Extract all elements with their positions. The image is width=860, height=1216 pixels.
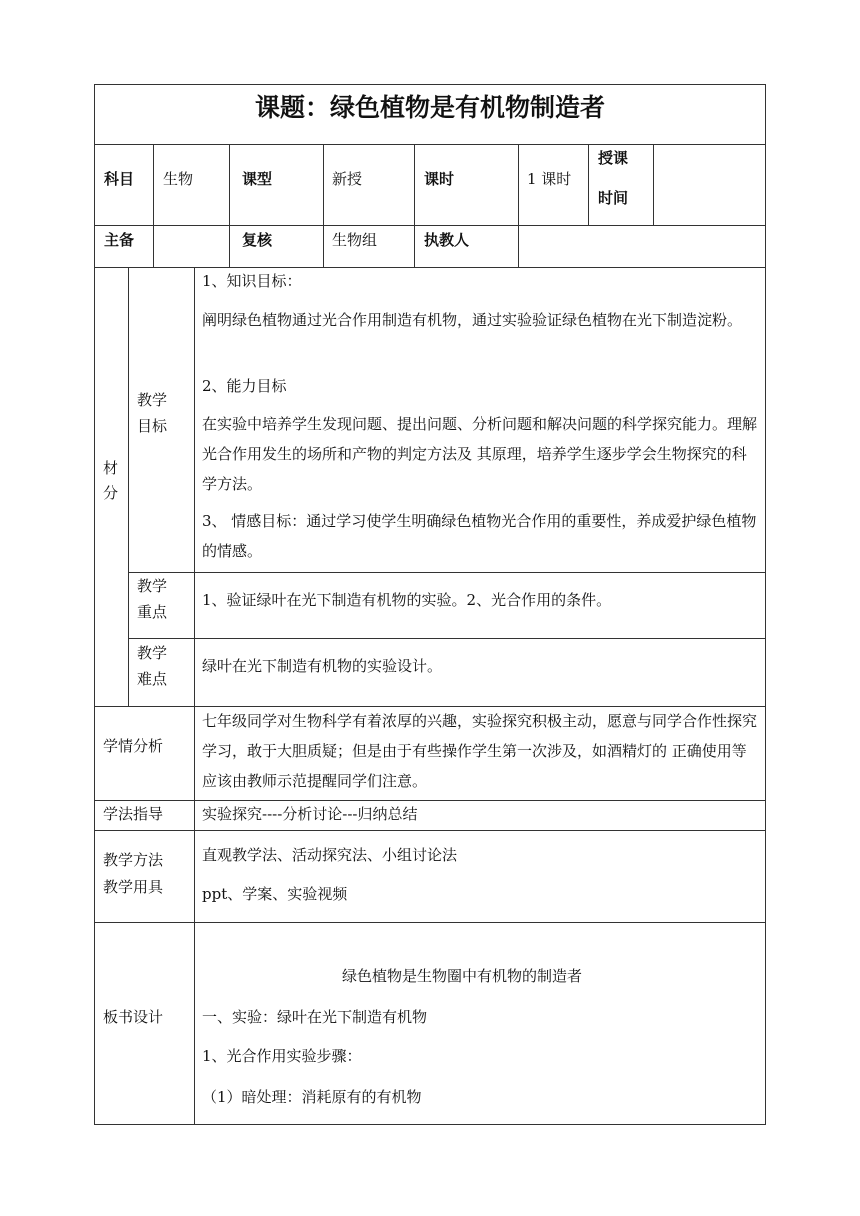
subject-label: 科目 xyxy=(104,170,135,188)
table-border xyxy=(765,84,766,1125)
knowledge-goal-text: 阐明绿色植物通过光合作用制造有机物，通过实验验证绿色植物在光下制造淀粉。 xyxy=(202,311,743,329)
table-rule xyxy=(128,638,766,639)
table-rule xyxy=(588,144,589,226)
lesson-hours-value: 1 课时 xyxy=(527,170,572,188)
teaching-tools-label: 教学用具 xyxy=(103,878,164,896)
key-points-label: 重点 xyxy=(137,603,168,621)
materials-group-label: 材 xyxy=(103,459,119,477)
board-design-line: 一、实验：绿叶在光下制造有机物 xyxy=(202,1008,428,1026)
materials-group-label: 分 xyxy=(103,484,119,502)
preparer-label: 主备 xyxy=(104,231,135,249)
board-design-label: 板书设计 xyxy=(103,1008,164,1026)
table-border xyxy=(94,84,95,1125)
knowledge-goal-heading: 1、知识目标： xyxy=(202,272,302,290)
goals-label: 教学 xyxy=(137,391,168,409)
lesson-plan-table xyxy=(94,84,766,1125)
ability-goal-heading: 2、能力目标 xyxy=(202,377,287,395)
subject-value: 生物 xyxy=(163,170,194,188)
teaching-methods-text: 直观教学法、活动探究法、小组讨论法 xyxy=(202,846,458,864)
board-design-heading: 绿色植物是生物圈中有机物的制造者 xyxy=(342,967,583,985)
table-rule xyxy=(653,144,654,226)
lesson-hours-label: 课时 xyxy=(424,170,455,188)
reviewer-label: 复核 xyxy=(242,231,273,249)
board-design-line: （1）暗处理：消耗原有的有机物 xyxy=(202,1088,422,1106)
teaching-tools-text: ppt、学案、实验视频 xyxy=(202,885,348,903)
table-rule xyxy=(323,144,324,268)
ability-goal-text: 在实验中培养学生发现问题、提出问题、分析问题和解决问题的科学探究能力。理解光合作用发生的场所和产物的判定方法及 其原理，培养学生逐步学会生物探究的科学方法。 xyxy=(202,415,758,493)
teacher-label: 执教人 xyxy=(424,231,470,249)
lesson-type-label: 课型 xyxy=(242,170,273,188)
emotion-goal-text: 3、 情感目标：通过学习使学生明确绿色植物光合作用的重要性，养成爱护绿色植物的情感。 xyxy=(202,512,757,560)
table-rule xyxy=(414,144,415,268)
study-method-text: 实验探究----分析讨论---归纳总结 xyxy=(202,805,418,823)
difficulty-label: 难点 xyxy=(137,670,168,688)
key-points-label: 教学 xyxy=(137,577,168,595)
reviewer-value: 生物组 xyxy=(332,231,378,249)
table-rule xyxy=(94,144,766,145)
difficulty-label: 教学 xyxy=(137,644,168,662)
teaching-time-label: 授课 xyxy=(598,149,629,167)
board-design-line: 1、光合作用实验步骤： xyxy=(202,1047,362,1065)
table-rule xyxy=(518,144,519,268)
page-title: 课题：绿色植物是有机物制造者 xyxy=(254,93,605,122)
difficulty-text: 绿叶在光下制造有机物的实验设计。 xyxy=(202,657,443,675)
lesson-type-value: 新授 xyxy=(332,170,363,188)
student-analysis-text: 七年级同学对生物科学有着浓厚的兴趣，实验探究积极主动，愿意与同学合作性探究学习，敢于大胆质疑；但是由于有些操作学生第一次涉及，如酒精灯的 正确使用等应该由教师示范提醒同学们注意。 xyxy=(202,712,758,790)
goals-label: 目标 xyxy=(137,417,168,435)
key-points-text: 1、验证绿叶在光下制造有机物的实验。2、光合作用的条件。 xyxy=(202,591,612,609)
table-rule xyxy=(128,572,766,573)
table-rule xyxy=(153,144,154,268)
table-rule xyxy=(229,144,230,268)
student-analysis-label: 学情分析 xyxy=(103,737,164,755)
table-rule xyxy=(194,267,195,1125)
study-method-label: 学法指导 xyxy=(103,805,164,823)
teaching-method-label: 教学方法 xyxy=(103,851,164,869)
teaching-time-label: 时间 xyxy=(598,189,629,207)
table-rule xyxy=(128,267,129,707)
table-rule xyxy=(94,225,766,226)
